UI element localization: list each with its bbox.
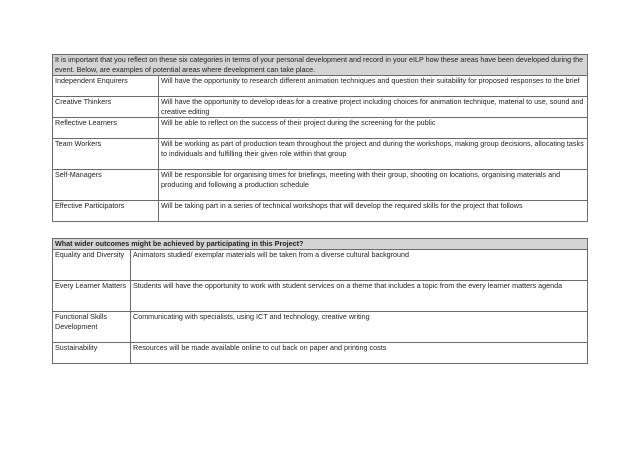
category-label: Independent Enquirers [53, 76, 159, 97]
category-description: Will have the opportunity to develop ideas for a creative project including choices for animation technique, material to use, sound and creative editing [159, 97, 588, 118]
category-description: Will be able to reflect on the success of their project during the screening for the public [159, 118, 588, 139]
table-row [53, 312, 588, 343]
outcome-description: Resources will be made available online to cut back on paper and printing costs [131, 343, 588, 364]
table-row [53, 139, 588, 170]
table-row [53, 343, 588, 364]
outcome-description: Students will have the opportunity to work with student services on a theme that includes a topic from the every learner matters agenda [131, 281, 588, 312]
outcome-description: Animators studied/ exemplar materials will be taken from a diverse cultural background [131, 250, 588, 281]
table-row [53, 118, 588, 139]
outcomes-header-row [53, 239, 588, 250]
category-label: Creative Thinkers [53, 97, 159, 118]
category-label: Team Workers [53, 139, 159, 170]
category-description: Will be responsible for organising times for briefings, meeting with their group, shooting on locations, organising materials and producing and following a production schedule [159, 170, 588, 201]
table-row [53, 97, 588, 118]
table-row [53, 201, 588, 222]
category-label: Self-Managers [53, 170, 159, 201]
table-row [53, 170, 588, 201]
table-row [53, 76, 588, 97]
outcome-area: Sustainability [53, 343, 131, 364]
table-row [53, 281, 588, 312]
table-row [53, 250, 588, 281]
outcome-description: Communicating with specialists, using ICT and technology, creative writing [131, 312, 588, 343]
outcome-area: Equality and Diversity [53, 250, 131, 281]
outcome-area: Every Learner Matters [53, 281, 131, 312]
category-label: Reflective Learners [53, 118, 159, 139]
category-description: Will be taking part in a series of technical workshops that will develop the required skills for the project that follows [159, 201, 588, 222]
category-label: Effective Participators [53, 201, 159, 222]
outcome-area: Functional Skills Development [53, 312, 131, 343]
plts-intro-text: It is important that you reflect on these six categories in terms of your personal development and record in your eILP how these areas have been developed during the event. Below, are examples of potential areas where development can take place. [53, 55, 588, 76]
wider-outcomes-table [52, 238, 588, 364]
plts-intro-row [53, 55, 588, 76]
outcomes-header: What wider outcomes might be achieved by participating in this Project? [53, 239, 588, 250]
category-description: Will have the opportunity to research different animation techniques and question their suitability for proposed responses to the brief [159, 76, 588, 97]
category-description: Will be working as part of production team throughout the project and during the workshops, making group decisions, allocating tasks to individuals and fulfilling their given role within that group [159, 139, 588, 170]
plts-table [52, 54, 588, 222]
